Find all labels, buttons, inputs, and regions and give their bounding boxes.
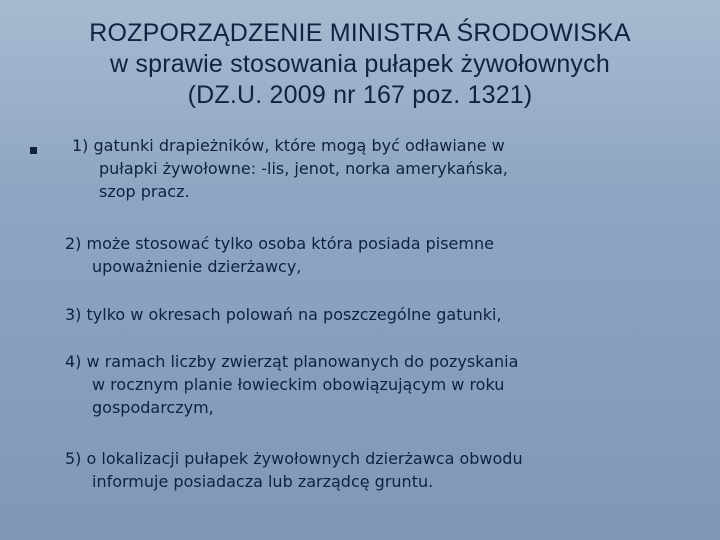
item-2-line-2: upoważnienie dzierżawcy,	[92, 257, 302, 276]
list-item	[65, 303, 502, 326]
title-line-3: (DZ.U. 2009 nr 167 poz. 1321)	[187, 81, 533, 109]
list-item	[65, 447, 523, 493]
item-4-line-1: 4) w ramach liczby zwierząt planowanych do pozyskania	[65, 352, 519, 371]
list-item	[65, 350, 518, 419]
item-3-line-1: 3) tylko w okresach polowań na poszczególne gatunki,	[65, 305, 502, 324]
item-5-line-1: 5) o lokalizacji pułapek żywołownych dzierżawca obwodu	[65, 449, 523, 468]
list-item	[72, 134, 508, 203]
list-item	[65, 232, 494, 278]
item-4-line-3: gospodarczym,	[92, 398, 214, 417]
item-1-line-3: szop pracz.	[99, 182, 190, 201]
item-2-line-1: 2) może stosować tylko osoba która posiada pisemne	[65, 234, 494, 253]
item-1-line-2: pułapki żywołowne: -lis, jenot, norka amerykańska,	[99, 159, 508, 178]
slide-title	[20, 18, 700, 111]
item-1-line-1: 1) gatunki drapieżników, które mogą być odławiane w	[72, 136, 505, 155]
item-4-line-2: w rocznym planie łowieckim obowiązującym w roku	[92, 375, 505, 394]
title-line-1: ROZPORZĄDZENIE MINISTRA ŚRODOWISKA	[89, 19, 631, 47]
title-line-2: w sprawie stosowania pułapek żywołownych	[110, 50, 610, 78]
item-5-line-2: informuje posiadacza lub zarządcę gruntu.	[92, 472, 434, 491]
square-bullet-icon	[30, 147, 37, 154]
